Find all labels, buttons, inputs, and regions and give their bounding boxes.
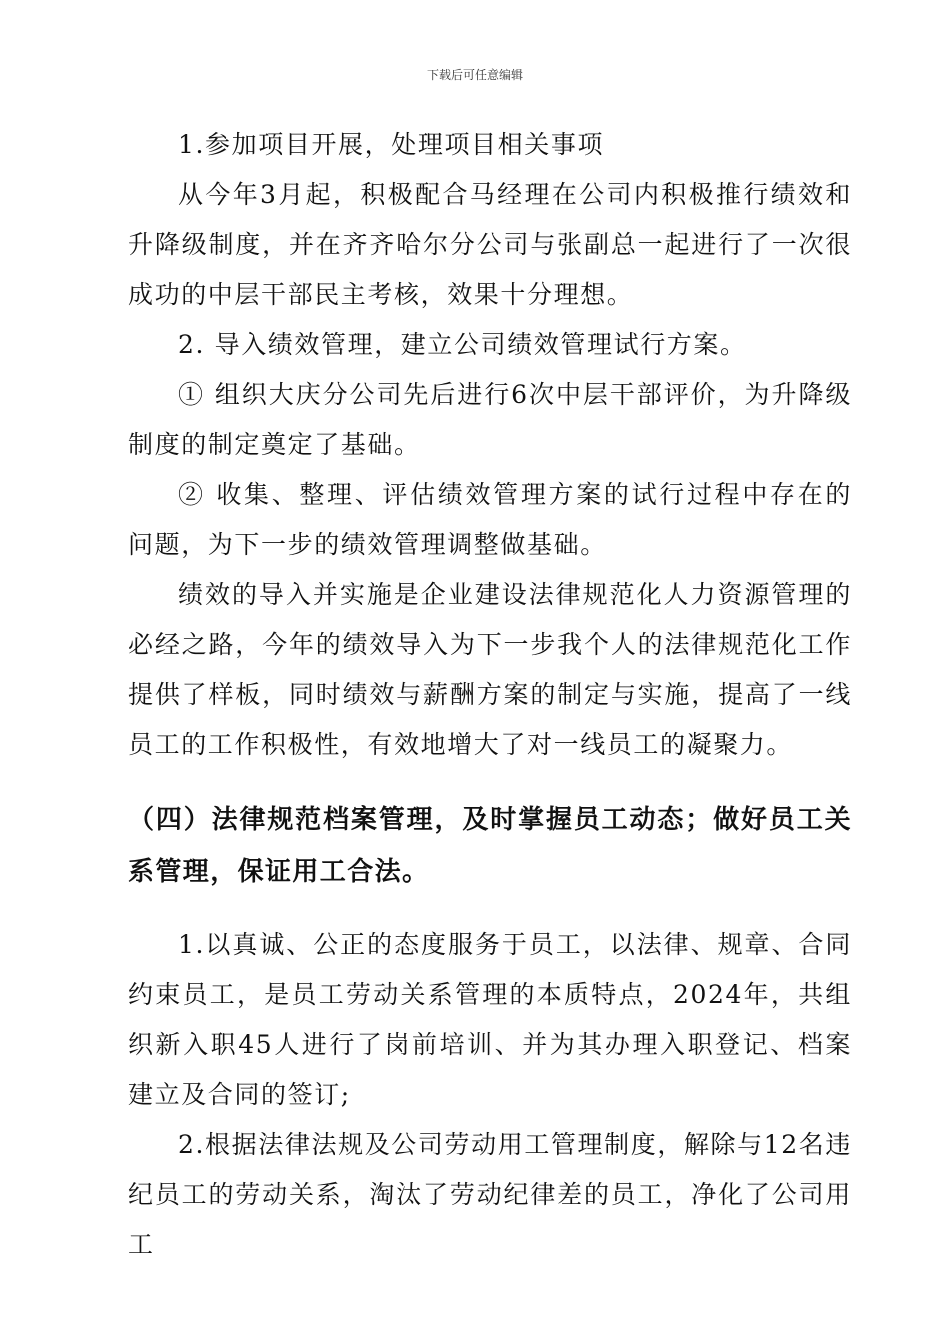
paragraph-performance-summary: 绩效的导入并实施是企业建设法律规范化人力资源管理的必经之路，今年的绩效导入为下一步我个人的法律规范化工作提供了样板，同时绩效与薪酬方案的制定与实施，提高了一线员工的工作积极性，有效地增大了对一线员工的凝聚力。 bbox=[128, 580, 852, 759]
paragraph-item-2-title: 2. 导入绩效管理，建立公司绩效管理试行方案。 bbox=[178, 330, 747, 359]
paragraph-circle-2: ② 收集、整理、评估绩效管理方案的试行过程中存在的问题，为下一步的绩效管理调整做基础。 bbox=[128, 480, 852, 559]
paragraph-employee-relations-2: 2.根据法律法规及公司劳动用工管理制度，解除与12名违纪员工的劳动关系，淘汰了劳动纪律差的员工，净化了公司用工 bbox=[128, 1130, 852, 1259]
paragraph-performance-promotion: 从今年3月起，积极配合马经理在公司内积极推行绩效和升降级制度，并在齐齐哈尔分公司与张副总一起进行了一次很成功的中层干部民主考核，效果十分理想。 bbox=[128, 180, 852, 309]
document-body bbox=[128, 120, 852, 1270]
paragraph-item-1-title: 1.参加项目开展，处理项目相关事项 bbox=[178, 130, 605, 159]
paragraph-employee-relations-1: 1.以真诚、公正的态度服务于员工，以法律、规章、合同约束员工，是员工劳动关系管理的本质特点，2024年，共组织新入职45人进行了岗前培训、并为其办理入职登记、档案建立及合同的签订; bbox=[128, 930, 852, 1109]
page-header: 下载后可任意编辑 bbox=[426, 68, 523, 82]
paragraph-circle-1: ① 组织大庆分公司先后进行6次中层干部评价，为升降级制度的制定奠定了基础。 bbox=[128, 380, 852, 459]
section-heading-4: （四）法律规范档案管理，及时掌握员工动态；做好员工关系管理，保证用工合法。 bbox=[128, 805, 852, 887]
